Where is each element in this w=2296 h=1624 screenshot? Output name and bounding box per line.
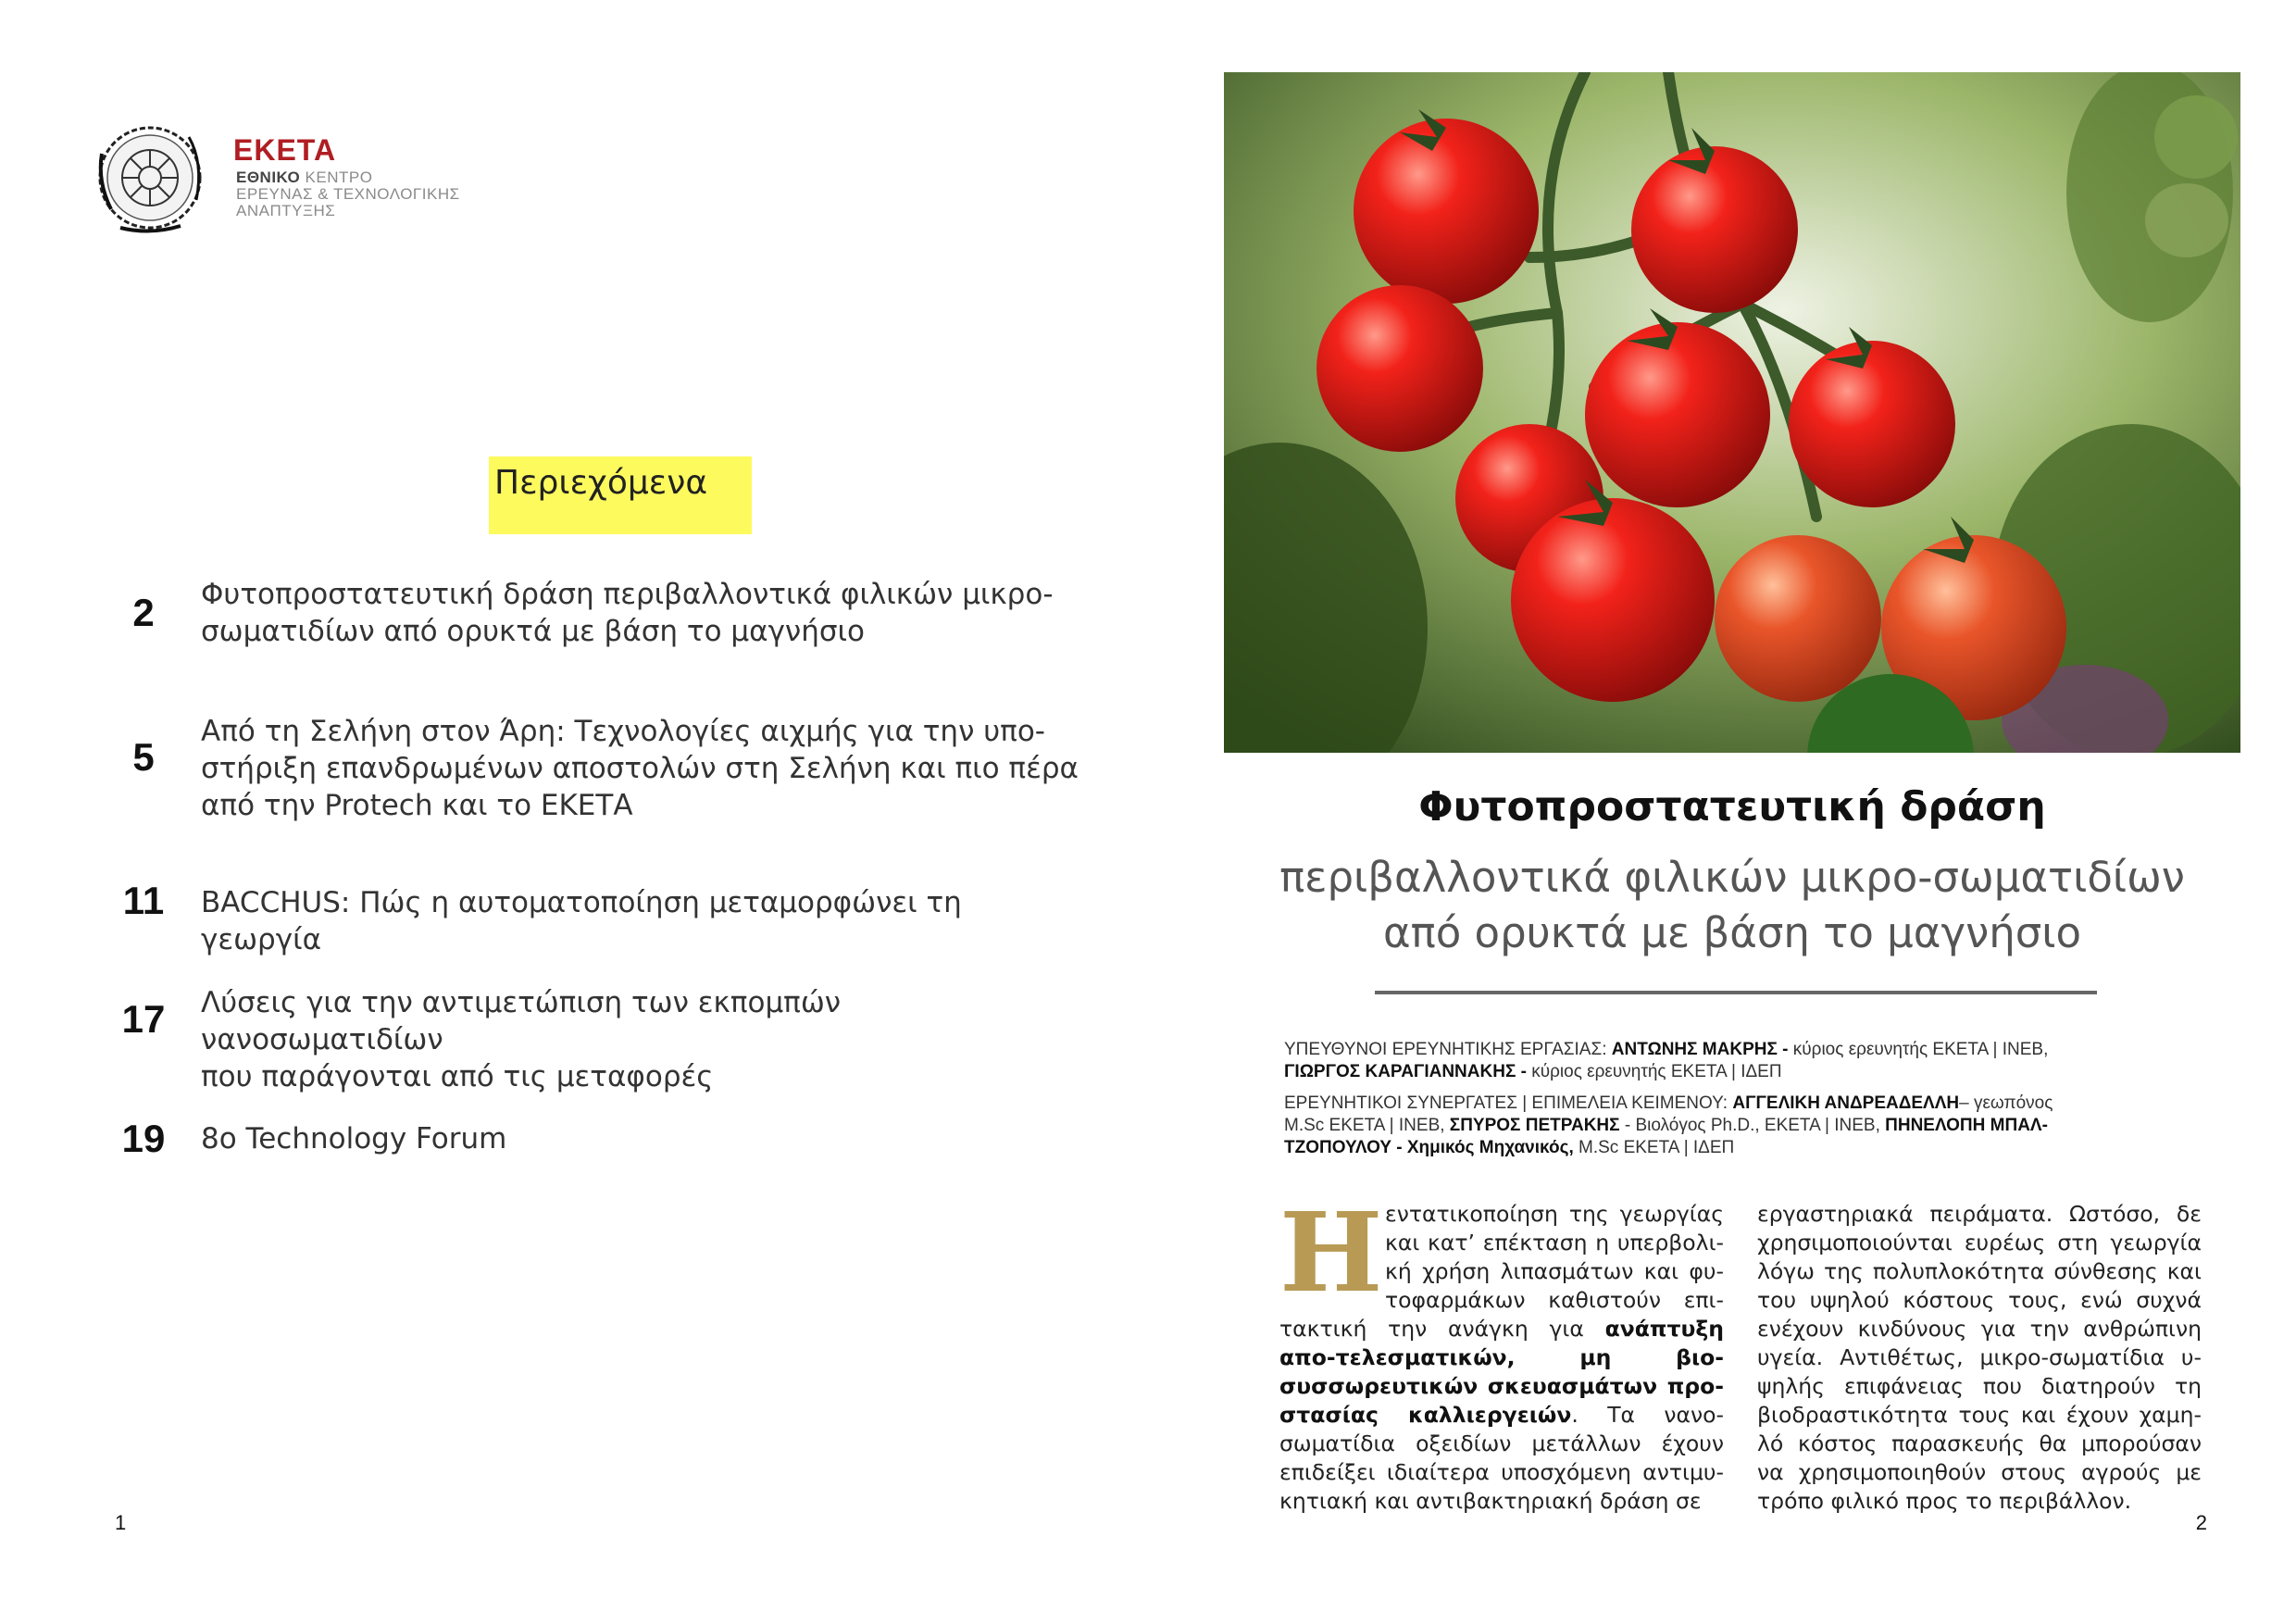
toc-page-number: 11 <box>122 879 165 922</box>
toc-item-title: Λύσεις για την αντιμετώπιση των εκπομπών νανοσωματιδίων που παράγονται από τις μεταφορές <box>201 986 842 1093</box>
page-number-right: 2 <box>2195 1511 2207 1534</box>
logo-line-1: ΕΘΝΙΚΟ ΚΕΝΤΡΟ <box>236 169 373 186</box>
eketa-logo <box>93 117 491 237</box>
toc-item-title: BACCHUS: Πώς η αυτοματοποίηση μεταμορφώνει τη γεωργία <box>201 886 962 956</box>
article-subtitle-line: περιβαλλοντικά φιλικών μικρο-σωματιδίων <box>1279 853 2185 902</box>
toc-item-title: Από τη Σελήνη στον Άρη: Τεχνολογίες αιχμής για την υπο- στήριξη επανδρωμένων αποστολών στη Σελήνη και πιο πέρα από την Protech και το ΕΚΕΤΑ <box>201 715 1079 822</box>
toc-item-title: 8ο Technology Forum <box>201 1122 507 1156</box>
toc-item-title: Φυτοπροστατευτική δράση περιβαλλοντικά φιλικών μικρο- σωματιδίων από ορυκτά με βάση το μαγνήσιο <box>201 578 1054 648</box>
right-page <box>1148 0 2296 1624</box>
logo-name: ΕΚΕΤΑ <box>233 133 337 167</box>
toc-page-number: 5 <box>132 735 155 779</box>
toc-page-number: 2 <box>132 591 155 634</box>
toc-page-number: 19 <box>121 1117 166 1160</box>
eketa-emblem-icon <box>93 117 213 237</box>
drop-cap: Η <box>1279 1188 1383 1317</box>
logo-line-3: ΑΝΑΠΤΥΞΗΣ <box>236 202 336 219</box>
toc-heading <box>489 456 752 534</box>
toc-page-number: 17 <box>121 997 166 1041</box>
credits-researchers: ΥΠΕΥΘΥΝΟΙ ΕΡΕΥΝΗΤΙΚΗΣ ΕΡΓΑΣΙΑΣ: ΑΝΤΩΝΗΣ ΜΑΚΡΗΣ - κύριος ερευνητής ΕΚΕΤΑ | ΙΝΕΒ, ΓΙΩΡΓΟΣ ΚΑΡΑΓΙΑΝΝΑΚΗΣ - κύριος ερευνητής ΕΚΕΤΑ | ΙΔΕΠ <box>1284 1040 2049 1081</box>
article-column-1: Η εντατικοποίηση της γεωργίας και κατ’ επέκταση η υπερβολι-κή χρήση λιπασμάτων και φυ-τοφαρμάκων καθιστούν επι-τακτική την ανάγκη για ανάπτυξη απο-τελεσματικών, μη βιο-συσσωρευτικών σκευασμάτων προ-στασίας καλλιεργειών. Τα νανο-σωματίδια οξειδίων μετάλλων έχουν επιδείξει ιδιαίτερα υποσχόμενη αντιμυ-κητιακή και αντιβακτηριακή δράση σε <box>1279 1188 1725 1514</box>
credits-collaborators: ΕΡΕΥΝΗΤΙΚΟΙ ΣΥΝΕΡΓΑΤΕΣ | ΕΠΙΜΕΛΕΙΑ ΚΕΙΜΕΝΟΥ: ΑΓΓΕΛΙΚΗ ΑΝΔΡΕΑΔΕΛΛΗ– γεωπόνος M.Sc ΕΚΕΤΑ | ΙΝΕΒ, ΣΠΥΡΟΣ ΠΕΤΡΑΚΗΣ - Βιολόγος Ph.D., ΕΚΕΤΑ | ΙΝΕΒ, ΠΗΝΕΛΟΠΗ ΜΠΑΛ- ΤΖΟΠΟΥΛΟΥ - Χημικός Μηχανικός, M.Sc ΕΚΕΤΑ | ΙΔΕΠ <box>1284 1093 2053 1157</box>
article-subtitle-line: από ορυκτά με βάση το μαγνήσιο <box>1382 908 2082 957</box>
article-column-2: εργαστηριακά πειράματα. Ωστόσο, δε χρησιμοποιούνται ευρέως στη γεωργία λόγω της πολυπλοκότητα σύνθεσης και του υψηλού κόστους τους, ενώ συχνά ενέχουν κινδύνους για την ανθρώπινη υγεία. Αντιθέτως, μικρο-σωματίδια υ-ψηλής επιφάνειας που διατηρούν τη βιοδραστικότητα τους και έχουν χαμη-λό κόστος παρασκευής θα μπορούσαν να χρησιμοποιηθούν στους αγρούς με τρόπο φιλικό προς το περιβάλλον. <box>1757 1201 2202 1514</box>
logo-line-2: ΕΡΕΥΝΑΣ & ΤΕΧΝΟΛΟΓΙΚΗΣ <box>236 185 460 203</box>
cherry-tomatoes-photo <box>1224 72 2240 753</box>
article-title: Φυτοπροστατευτική δράση <box>1418 783 2046 831</box>
toc-heading-text: Περιεχόμενα <box>494 464 708 502</box>
title-divider <box>1375 991 2097 994</box>
page-number-left: 1 <box>115 1511 127 1534</box>
article-subtitle <box>1224 850 2240 961</box>
